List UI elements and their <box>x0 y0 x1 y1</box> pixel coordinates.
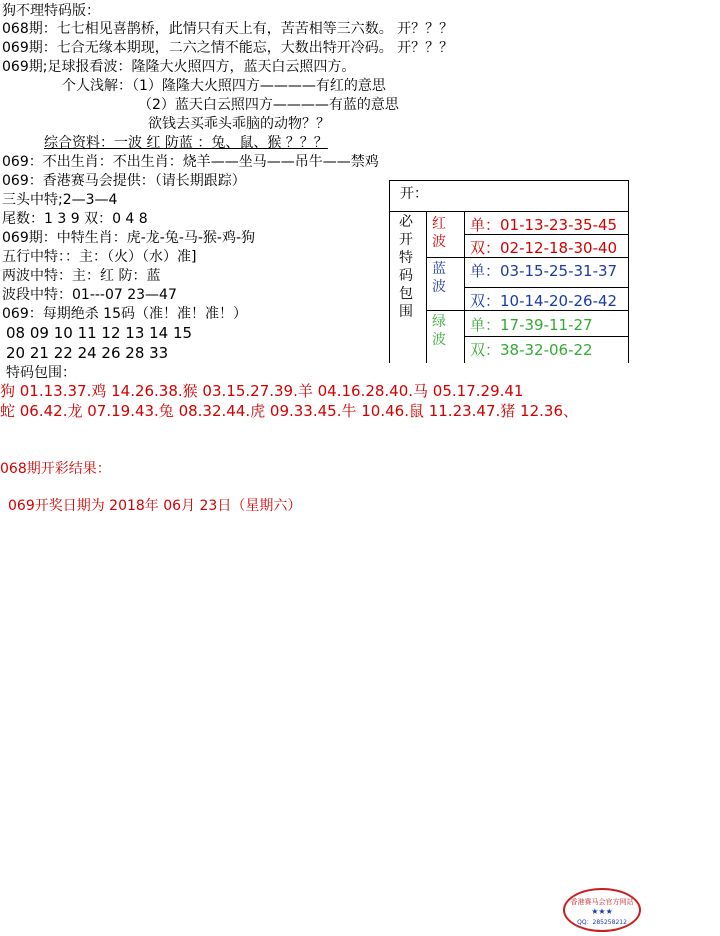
seal-text: 香港赛马会官方网站 <box>570 898 634 906</box>
official-seal <box>563 888 641 932</box>
green-single-numbers: 单：17-39-11-27 <box>470 316 593 334</box>
divider <box>464 287 628 288</box>
line-jockey-club: 069：香港赛马会提供：（请长期跟踪） <box>2 173 246 189</box>
line-tail-numbers: 尾数：1 3 9 双：0 4 8 <box>2 211 148 227</box>
green-wave-label: 绿波 <box>432 314 446 348</box>
green-double-numbers: 双：38-32-06-22 <box>470 341 593 359</box>
red-double-numbers: 双：02-12-18-30-40 <box>470 239 618 257</box>
zodiac-numbers-row-1: 狗 01.13.37.鸡 14.26.38.猴 03.15.27.39.羊 04.16.28.40.马 05.17.29.41 <box>0 382 524 400</box>
blue-single-numbers: 单：03-15-25-31-37 <box>470 262 618 280</box>
red-single-numbers: 单：01-13-23-35-45 <box>470 216 618 234</box>
line-kill-15: 069：每期绝杀 15码（准！准！准！） <box>2 306 247 322</box>
line-wave-range: 波段中特：01---07 23—47 <box>2 287 177 303</box>
line-special-surround: 特码包围： <box>6 365 76 381</box>
line-animal-question: 欲钱去买乖头乖脑的动物？？ <box>148 116 330 132</box>
line-interpretation-2: （2）蓝天白云照四方————有蓝的意思 <box>138 97 399 113</box>
result-068-heading: 068期开彩结果： <box>0 461 111 477</box>
side-label: 必开特码包围 <box>399 214 413 320</box>
line-not-zodiac: 069：不出生肖：不出生肖：烧羊——坐马——吊牛——禁鸡 <box>2 154 379 170</box>
line-five-elements: 五行中特：：主：（火）（水）准] <box>2 249 197 265</box>
red-wave-label: 红波 <box>432 216 446 250</box>
seal-qq: QQ：285258212 <box>577 919 627 926</box>
line-summary <box>0 134 365 152</box>
divider <box>464 336 628 337</box>
blue-double-numbers: 双：10-14-20-26-42 <box>470 292 618 310</box>
line-two-waves: 两波中特：主：红 防：蓝 <box>2 268 161 284</box>
line-kill-numbers-1: 08 09 10 11 12 13 14 15 <box>6 324 193 342</box>
line-zodiac: 069期：中特生肖：虎-龙-兔-马-猴-鸡-狗 <box>2 230 256 246</box>
zodiac-numbers-row-2: 蛇 06.42.龙 07.19.43.兔 08.32.44.虎 09.33.45.牛 10.46.鼠 11.23.47.猪 12.36、 <box>0 402 578 420</box>
line-kill-numbers-2: 20 21 22 24 26 28 33 <box>6 344 169 362</box>
line-three-heads: 三头中特;2—3—4 <box>2 192 118 208</box>
star-icon: ★★★ <box>591 907 613 916</box>
line-068-riddle: 068期：七七相见喜鹊桥，此情只有天上有，苦苦相等三六数。 开？？？ <box>2 21 454 37</box>
blue-wave-label: 蓝波 <box>432 261 446 295</box>
page-title: 狗不理特码版： <box>2 3 100 19</box>
line-069-football: 069期;足球报看波：隆隆大火照四方，蓝天白云照四方。 <box>2 59 356 75</box>
line-069-riddle: 069期：七合无缘本期现，二六之情不能忘，大数出特开冷码。 开？？？ <box>2 40 454 56</box>
draw-date-069: 069开奖日期为 2018年 06月 23日（星期六） <box>8 498 302 514</box>
summary-text: 综合资料：一波 红 防蓝 ：兔、鼠、猴 ？？？ <box>44 135 328 151</box>
line-interpretation-1: 个人浅解：（1）隆隆大火照四方————有红的意思 <box>62 78 386 94</box>
divider <box>426 211 427 363</box>
table-header: 开： <box>400 186 428 202</box>
wave-number-table <box>389 180 629 363</box>
